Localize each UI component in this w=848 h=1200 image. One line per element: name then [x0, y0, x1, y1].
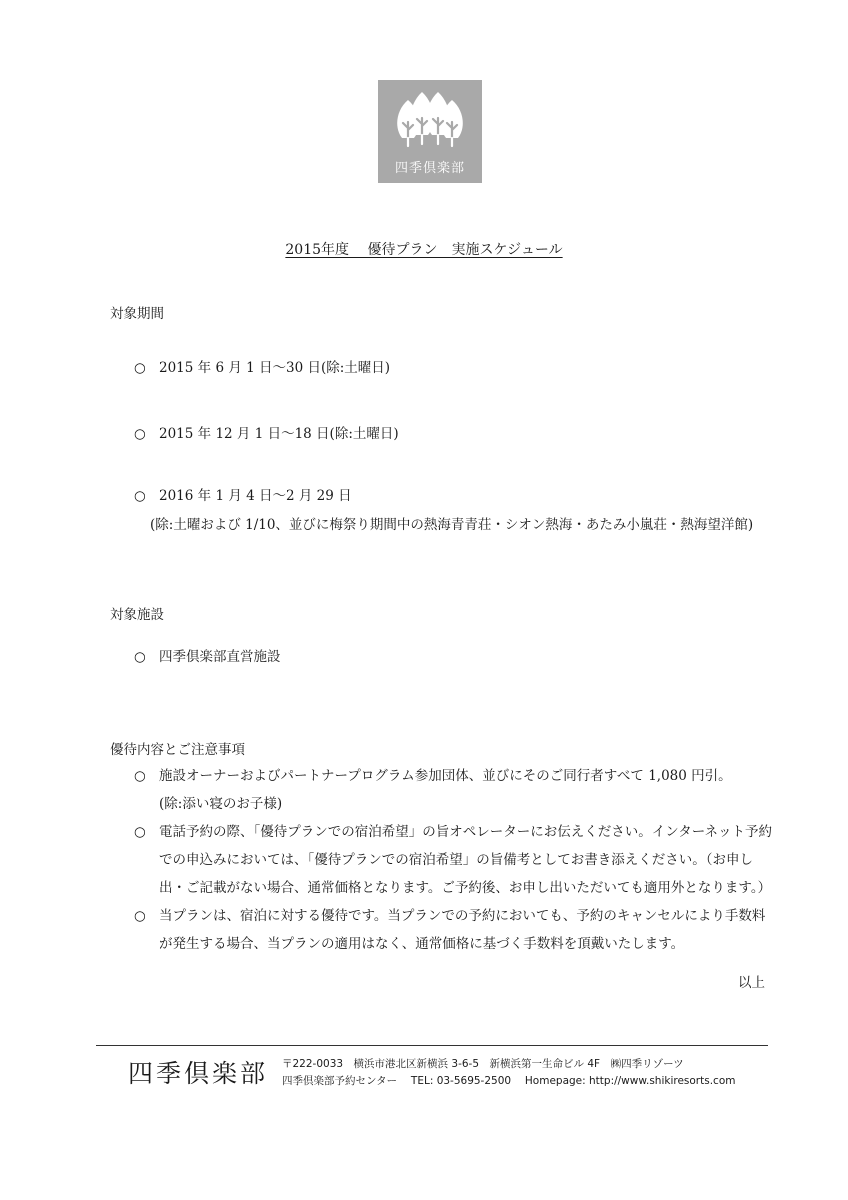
period-item-3-text: 2016 年 1 月 4 日～2 月 29 日	[159, 488, 352, 504]
benefits-item-3	[134, 903, 765, 929]
period-item-1	[134, 355, 390, 381]
footer-contact: 四季倶楽部予約センター TEL: 03-5695-2500 Homepage: http://www.shikiresorts.com	[282, 1075, 736, 1087]
benefits-item-2	[134, 819, 772, 845]
bullet: ○	[134, 768, 146, 784]
benefits-item-2-line-3: 出・ご記載がない場合、通常価格となります。ご予約後、お申し出いただいても適用外となります。）	[159, 880, 772, 896]
bullet: ○	[134, 649, 146, 665]
period-item-1-text: 2015 年 6 月 1 日～30 日(除:土曜日)	[159, 360, 391, 376]
benefits-item-1-line-2: (除:添い寝のお子様)	[159, 796, 283, 812]
footer-company-name: 四季倶楽部	[128, 1059, 269, 1088]
logo	[378, 80, 482, 183]
benefits-item-3-line-2: が発生する場合、当プランの適用はなく、通常価格に基づく手数料を頂戴いたします。	[159, 936, 685, 952]
period-item-2	[134, 421, 399, 447]
benefits-item-3-line-1: 当プランは、宿泊に対する優待です。当プランでの予約においても、予約のキャンセルにより手数料	[159, 908, 766, 924]
bullet: ○	[134, 908, 146, 924]
page-title-text: 2015年度 優待プラン 実施スケジュール	[285, 242, 563, 258]
page-title	[0, 239, 848, 259]
benefits-item-2-line-1: 電話予約の際、「優待プランでの宿泊希望」の旨オペレーターにお伝えください。インターネット予約	[159, 824, 773, 840]
facility-item-1	[134, 644, 281, 670]
bullet: ○	[134, 488, 146, 504]
benefits-item-1	[134, 763, 732, 789]
facility-heading: 対象施設	[110, 607, 164, 623]
period-item-2-text: 2015 年 12 月 1 日～18 日(除:土曜日)	[159, 426, 399, 442]
logo-text: 四季倶楽部	[394, 161, 465, 176]
footer-address: 〒222-0033 横浜市港北区新横浜 3-6-5 新横浜第一生命ビル 4F ㈱四季リゾーツ	[282, 1058, 684, 1070]
closing-text: 以上	[738, 975, 765, 991]
period-heading: 対象期間	[110, 306, 164, 322]
bullet: ○	[134, 360, 146, 376]
bullet: ○	[134, 824, 146, 840]
period-item-3	[134, 483, 352, 509]
footer-divider	[96, 1045, 768, 1046]
benefits-item-1-line-1: 施設オーナーおよびパートナープログラム参加団体、並びにそのご同行者すべて 1,080 円引。	[159, 768, 732, 784]
benefits-heading: 優待内容とご注意事項	[110, 742, 245, 758]
benefits-item-2-line-2: での申込みにおいては、「優待プランでの宿泊希望」の旨備考としてお書き添えください。（お申し	[159, 852, 753, 868]
facility-item-1-text: 四季倶楽部直営施設	[159, 649, 281, 665]
period-note: (除:土曜および 1/10、並びに梅祭り期間中の熱海青青荘・シオン熱海・あたみ小嵐荘・熱海望洋館)	[150, 517, 754, 533]
bullet: ○	[134, 426, 146, 442]
